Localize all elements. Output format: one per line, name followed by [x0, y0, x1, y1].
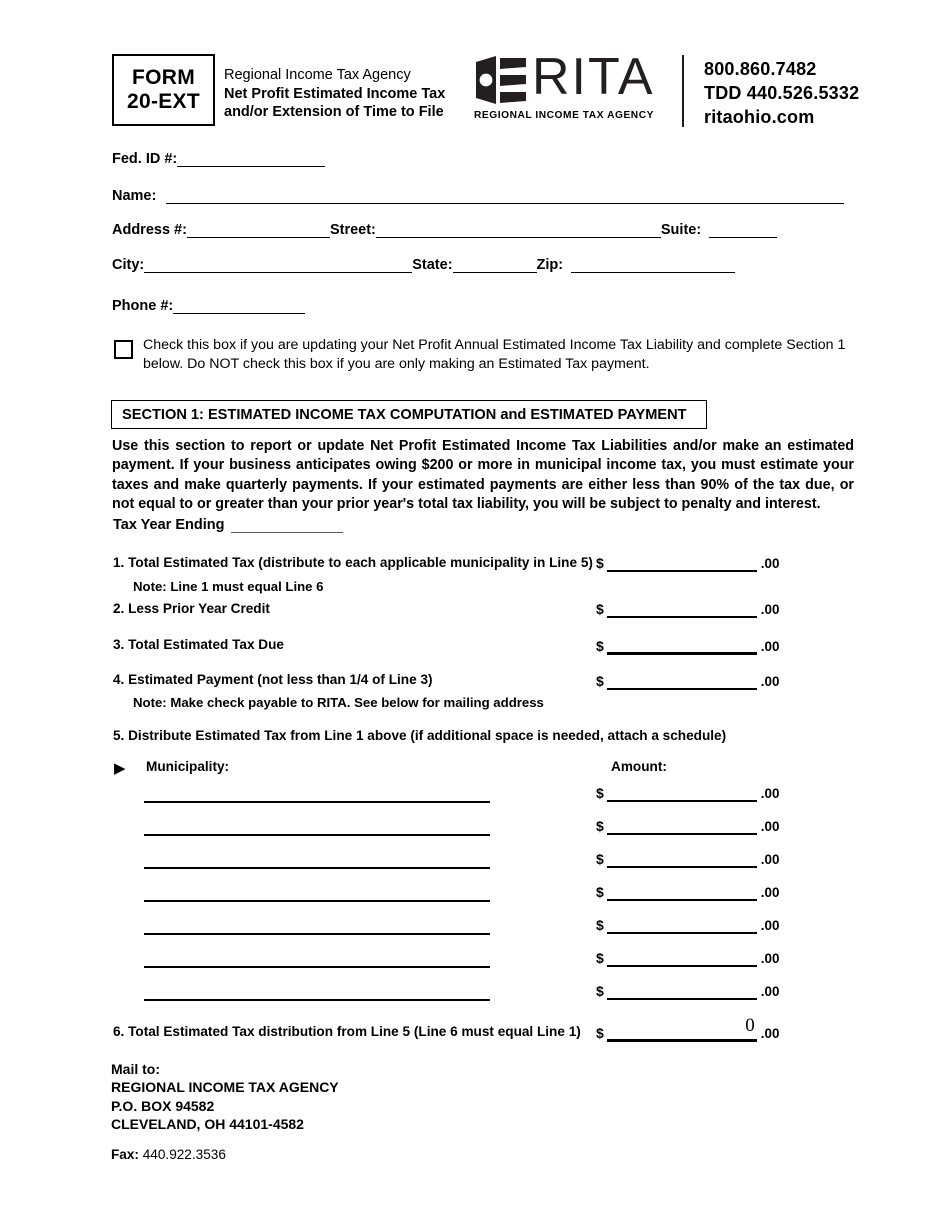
muni-4-dollar-sign: $ [596, 884, 604, 900]
muni-6-input[interactable] [607, 947, 757, 967]
city-input-extra[interactable] [329, 256, 412, 273]
muni-7-input[interactable] [607, 980, 757, 1000]
municipality-amount-4[interactable] [596, 881, 779, 901]
line-1-label: 1. Total Estimated Tax (distribute to each applicable municipality in Line 5) [113, 555, 593, 570]
line-2-label: 2. Less Prior Year Credit [113, 601, 270, 616]
suite-label: Suite: [660, 222, 702, 238]
name-label: Name: [112, 188, 157, 204]
form-title-line-2: and/or Extension of Time to File [224, 104, 444, 121]
line-2-amount[interactable] [596, 598, 779, 618]
street-input[interactable] [376, 221, 661, 238]
form-number-box [112, 54, 215, 126]
line-6-label: 6. Total Estimated Tax distribution from Line 5 (Line 6 must equal Line 1) [113, 1024, 581, 1039]
line-3-input[interactable] [607, 634, 757, 655]
section-1-title: SECTION 1: ESTIMATED INCOME TAX COMPUTATION and ESTIMATED PAYMENT [122, 406, 687, 423]
name-row [112, 187, 844, 204]
muni-4-input[interactable] [607, 881, 757, 901]
muni-6-dollar-sign: $ [596, 950, 604, 966]
update-liability-text: Check this box if you are updating your Net Profit Annual Estimated Income Tax Liability and complete Section 1 below. Do NOT check this box if you are only making an Estimated Tax payment. [143, 337, 846, 372]
tax-year-input[interactable] [231, 518, 343, 533]
fed-id-label: Fed. ID #: [112, 151, 178, 167]
fax-number: 440.922.3536 [142, 1147, 226, 1162]
municipality-amount-2[interactable] [596, 815, 779, 835]
fax-row [111, 1147, 226, 1162]
contact-phone: 800.860.7482 [704, 59, 817, 79]
municipality-amount-1[interactable] [596, 782, 779, 802]
mail-agency: REGIONAL INCOME TAX AGENCY [111, 1079, 339, 1096]
form-title-line-1: Net Profit Estimated Income Tax [224, 85, 446, 102]
contact-website[interactable]: ritaohio.com [704, 106, 815, 127]
mail-city-state-zip: CLEVELAND, OH 44101-4582 [111, 1116, 304, 1133]
tax-year-label: Tax Year Ending [113, 517, 225, 533]
contact-tdd: TDD 440.526.5332 [704, 82, 860, 103]
municipality-column-header: Municipality: [146, 759, 230, 774]
muni-1-dollar-sign: $ [596, 785, 604, 801]
fed-id-row [112, 150, 325, 167]
line-6-dollar-sign: $ [596, 1025, 604, 1041]
phone-label: Phone #: [112, 298, 174, 314]
mail-to-block [111, 1060, 339, 1134]
state-label: State: [412, 257, 453, 273]
address-label: Address #: [112, 222, 187, 238]
form-label: FORM [131, 66, 196, 90]
phone-row [112, 297, 305, 314]
section-1-header [111, 400, 707, 429]
agency-name: Regional Income Tax Agency [224, 67, 411, 83]
line-3-amount[interactable] [596, 634, 779, 655]
municipality-input-7[interactable] [144, 998, 490, 1001]
arrow-right-icon: ▶ [114, 760, 126, 777]
line-1-amount[interactable] [596, 552, 779, 572]
line-4-cents: .00 [760, 674, 780, 689]
state-input[interactable] [453, 256, 537, 273]
muni-7-cents: .00 [760, 984, 780, 999]
amount-column-header: Amount: [611, 759, 667, 774]
mail-po-box: P.O. BOX 94582 [111, 1097, 215, 1114]
municipality-amount-7[interactable] [596, 980, 779, 1000]
line-4-note: Note: Make check payable to RITA. See below for mailing address [133, 695, 544, 710]
name-input[interactable] [166, 187, 844, 204]
municipality-amount-6[interactable] [596, 947, 779, 967]
muni-3-cents: .00 [760, 852, 780, 867]
header-divider [682, 55, 684, 127]
municipality-input-1[interactable] [144, 800, 490, 803]
update-liability-checkbox[interactable] [114, 340, 133, 359]
address-row [112, 221, 777, 238]
line-4-label: 4. Estimated Payment (not less than 1/4 of Line 3) [113, 672, 433, 687]
muni-2-input[interactable] [607, 815, 757, 835]
line-3-cents: .00 [760, 639, 780, 654]
zip-input[interactable] [571, 256, 735, 273]
line-3-label: 3. Total Estimated Tax Due [113, 637, 284, 652]
fax-label: Fax: [111, 1147, 139, 1162]
line-5-label: 5. Distribute Estimated Tax from Line 1 above (if additional space is needed, attach a schedule) [113, 728, 727, 743]
line-6-input[interactable] [607, 1015, 757, 1042]
line-2-dollar-sign: $ [596, 601, 604, 617]
form-title-block [224, 66, 474, 122]
form-number: 20-EXT [127, 90, 200, 113]
line-6-cents: .00 [760, 1026, 780, 1041]
muni-7-dollar-sign: $ [596, 983, 604, 999]
line-1-note: Note: Line 1 must equal Line 6 [133, 579, 324, 594]
update-liability-row [114, 336, 854, 374]
tax-year-row [113, 517, 343, 533]
line-3-dollar-sign: $ [596, 638, 604, 654]
muni-3-dollar-sign: $ [596, 851, 604, 867]
zip-label: Zip: [536, 257, 564, 273]
municipality-amount-3[interactable] [596, 848, 779, 868]
address-input[interactable] [187, 221, 330, 238]
muni-1-cents: .00 [760, 786, 780, 801]
muni-5-dollar-sign: $ [596, 917, 604, 933]
line-4-dollar-sign: $ [596, 673, 604, 689]
rita-logo-subtitle: REGIONAL INCOME TAX AGENCY [474, 110, 654, 121]
section-1-intro: Use this section to report or update Net Profit Estimated Income Tax Liabilities and/or make an estimated payment. If your business anticipates owing $200 or more in municipal income tax, you must estimate your taxes and make quarterly payments. If your estimated payments are either less than 90% of the tax due, or not equal to or greater than your prior year's total tax liability, you will be subject to penalty and interest. [112, 438, 854, 512]
rita-logo [474, 52, 679, 130]
svg-text:RITA: RITA [532, 50, 655, 106]
municipality-input-5[interactable] [144, 932, 490, 935]
line-6-amount[interactable] [596, 1015, 780, 1042]
contact-block [704, 58, 859, 129]
line-4-amount[interactable] [596, 670, 779, 690]
line-2-cents: .00 [760, 602, 780, 617]
suite-input[interactable] [709, 221, 777, 238]
muni-1-input[interactable] [607, 782, 757, 802]
mail-to-label: Mail to: [111, 1061, 160, 1077]
city-row [112, 256, 735, 273]
phone-input[interactable] [173, 297, 305, 314]
line-1-cents: .00 [760, 556, 780, 571]
fed-id-input[interactable] [177, 150, 325, 167]
line-2-input[interactable] [607, 598, 757, 618]
line-1-input[interactable] [607, 552, 757, 572]
muni-3-input[interactable] [607, 848, 757, 868]
municipality-input-4[interactable] [144, 899, 490, 902]
municipality-input-2[interactable] [144, 833, 490, 836]
muni-2-dollar-sign: $ [596, 818, 604, 834]
form-header [112, 50, 860, 130]
muni-2-cents: .00 [760, 819, 780, 834]
line-1-dollar-sign: $ [596, 555, 604, 571]
rita-wordmark [532, 50, 682, 111]
line-4-input[interactable] [607, 670, 757, 690]
city-input[interactable] [144, 256, 329, 273]
municipality-input-3[interactable] [144, 866, 490, 869]
muni-4-cents: .00 [760, 885, 780, 900]
street-label: Street: [329, 222, 376, 238]
muni-6-cents: .00 [760, 951, 780, 966]
city-label: City: [112, 257, 145, 273]
muni-5-input[interactable] [607, 914, 757, 934]
muni-5-cents: .00 [760, 918, 780, 933]
municipality-input-6[interactable] [144, 965, 490, 968]
rita-logo-mark-icon [474, 56, 528, 113]
line-6-value: 0 [745, 1015, 755, 1036]
municipality-amount-5[interactable] [596, 914, 779, 934]
